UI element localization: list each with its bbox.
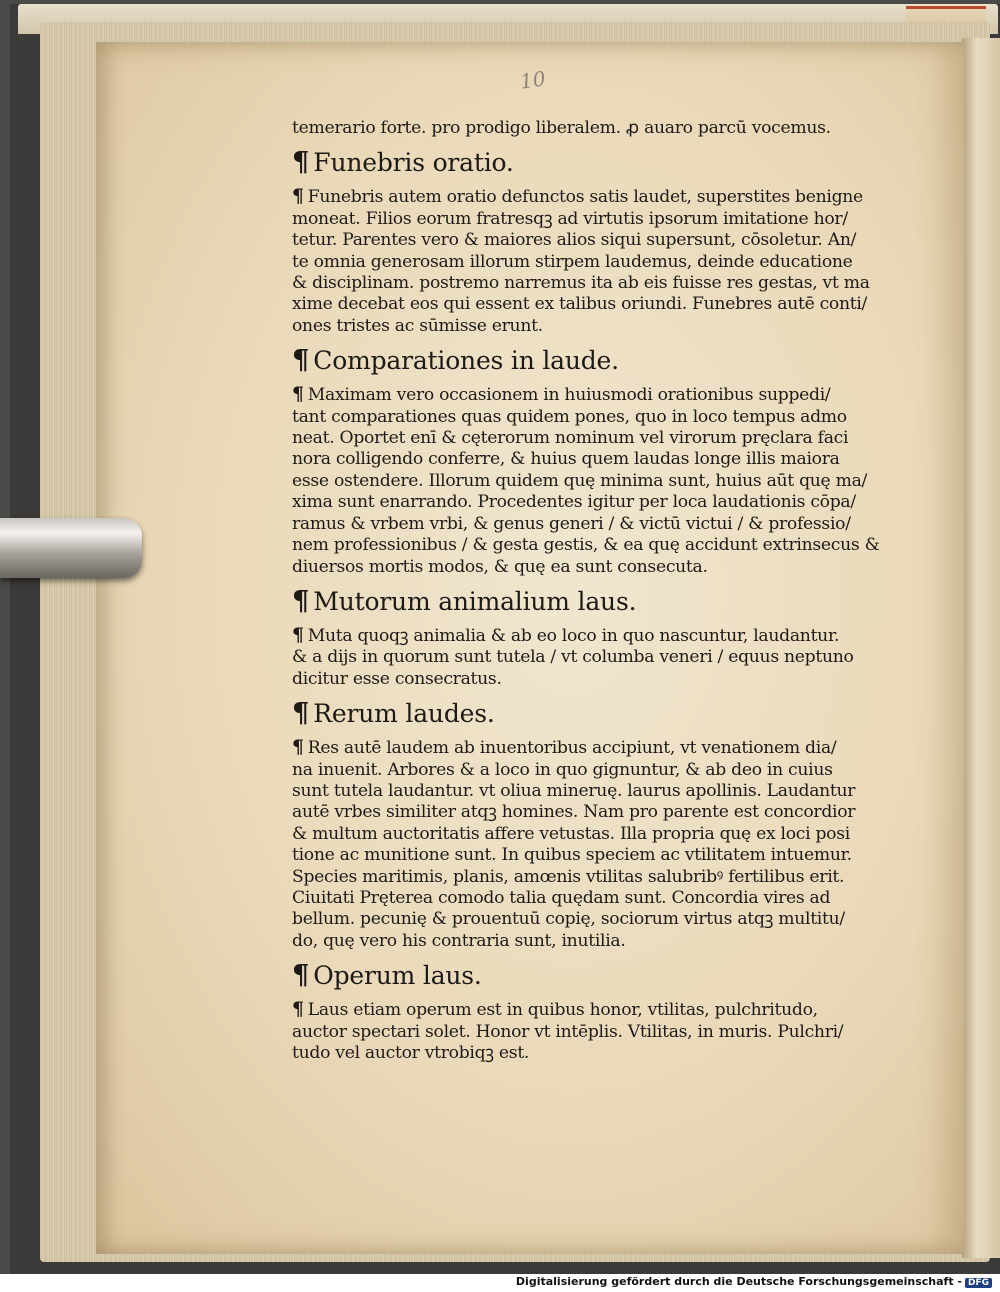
text-line: Ciuitati Pręterea comodo talia quędam sunt. Concordia vires ad xyxy=(292,887,831,908)
section-heading-text: Operum laus. xyxy=(313,961,482,991)
text-line: tione ac munitione sunt. In quibus speciem ac vtilitatem intuemur. xyxy=(292,845,852,866)
section-heading xyxy=(292,345,892,376)
pilcrow-icon: ¶ xyxy=(292,697,310,730)
text-line: & a dijs in quorum sunt tutela / vt columba veneri / equus neptuno xyxy=(292,647,854,668)
text-line: bellum. pecunię & prouentuū copię, sociorum virtus atqꝫ multitu/ xyxy=(292,909,845,930)
text-line: tetur. Parentes vero & maiores alios siqui supersunt, cōsoletur. An/ xyxy=(292,230,857,251)
text-line: nora colligendo conferre, & huius quem laudas longe illis maiora xyxy=(292,449,840,470)
section-heading-text: Comparationes in laude. xyxy=(313,346,619,376)
text-line: Species maritimis, planis, amœnis vtilitas salubribꝰ fertilibus erit. xyxy=(292,866,845,887)
pilcrow-icon: ¶ xyxy=(292,584,310,617)
pilcrow-icon: ¶ xyxy=(292,146,310,179)
text-line: temerario forte. pro prodigo liberalem. ꝓ auaro parcū vocemus. xyxy=(292,118,831,138)
section-heading-text: Funebris oratio. xyxy=(313,148,514,178)
text-line: xima sunt enarrando. Procedentes igitur per loca laudationis cōpa/ xyxy=(292,492,856,513)
text-line: ones tristes ac sūmisse erunt. xyxy=(292,315,543,336)
text-line: moneat. Filios eorum fratresqꝫ ad virtutis ipsorum imitatione hor/ xyxy=(292,208,848,229)
text-line: ¶ Funebris autem oratio defunctos satis laudet, superstites benigne xyxy=(292,185,863,208)
text-line: tant comparationes quas quidem pones, quo in loco tempus admo xyxy=(292,406,847,427)
page-text xyxy=(292,118,892,1064)
text-line: esse ostendere. Illorum quidem quę minima sunt, huius aūt quę ma/ xyxy=(292,470,868,491)
text-line: & multum auctoritatis affere vetustas. Illa propria quę ex loci posi xyxy=(292,823,850,844)
digitization-footer xyxy=(0,1274,1000,1292)
text-line: tudo vel auctor vtrobiqꝫ est. xyxy=(292,1043,530,1063)
pilcrow-icon: ¶ xyxy=(292,344,310,377)
pencil-folio-note: 10 xyxy=(518,66,547,94)
text-line: auctor spectari solet. Honor vt intēplis. Vtilitas, in muris. Pulchri/ xyxy=(292,1021,844,1042)
text-line: diuersos mortis modos, & quę ea sunt consecuta. xyxy=(292,556,708,577)
facing-page-edge xyxy=(962,38,1000,1258)
page-clip-weight xyxy=(0,518,142,578)
text-line: te omnia generosam illorum stirpem laudemus, deinde educatione xyxy=(292,251,853,272)
text-line: autē vrbes similiter atqꝫ homines. Nam pro parente est concordior xyxy=(292,802,856,823)
text-line: na inuenit. Arbores & a loco in quo gignuntur, & ab deo in cuius xyxy=(292,759,833,780)
pilcrow-icon: ¶ xyxy=(292,383,304,406)
text-line: dicitur esse consecratus. xyxy=(292,668,502,689)
section-heading xyxy=(292,698,892,729)
text-line: xime decebat eos qui essent ex talibus oriundi. Funebres autē conti/ xyxy=(292,294,868,315)
section-heading-text: Mutorum animalium laus. xyxy=(313,586,637,616)
text-line: ¶ Laus etiam operum est in quibus honor, vtilitas, pulchritudo, xyxy=(292,998,818,1021)
text-line: ¶ Muta quoqꝫ animalia & ab eo loco in quo nascuntur, laudantur. xyxy=(292,623,840,646)
pilcrow-icon: ¶ xyxy=(292,623,304,646)
section-heading-text: Rerum laudes. xyxy=(313,699,495,729)
text-line: ¶ Res autē laudem ab inuentoribus accipiunt, vt venationem dia/ xyxy=(292,736,837,759)
pilcrow-icon: ¶ xyxy=(292,998,304,1021)
dfg-logo-icon: DFG xyxy=(965,1278,992,1288)
footer-credit: Digitalisierung gefördert durch die Deutsche Forschungsgemeinschaft - DFG xyxy=(516,1275,992,1288)
section-heading xyxy=(292,147,892,178)
pilcrow-icon: ¶ xyxy=(292,736,304,759)
text-line: ramus & vrbem vrbi, & genus generi / & victū victui / & professio/ xyxy=(292,513,851,534)
pilcrow-icon: ¶ xyxy=(292,959,310,992)
text-line: do, quę vero his contraria sunt, inutilia. xyxy=(292,930,626,951)
text-line: & disciplinam. postremo narremus ita ab eis fuisse res gestas, vt ma xyxy=(292,273,870,294)
section-heading xyxy=(292,960,892,991)
section-heading xyxy=(292,586,892,617)
text-line: neat. Oportet enī & cęterorum nominum vel virorum pręclara faci xyxy=(292,428,849,449)
text-line: nem professionibus / & gesta gestis, & ea quę accidunt extrinsecus & xyxy=(292,535,880,556)
text-line: sunt tutela laudantur. vt oliua mineruę. laurus apollinis. Laudantur xyxy=(292,780,856,801)
text-line: ¶ Maximam vero occasionem in huiusmodi orationibus suppedi/ xyxy=(292,383,831,406)
pilcrow-icon: ¶ xyxy=(292,185,304,208)
